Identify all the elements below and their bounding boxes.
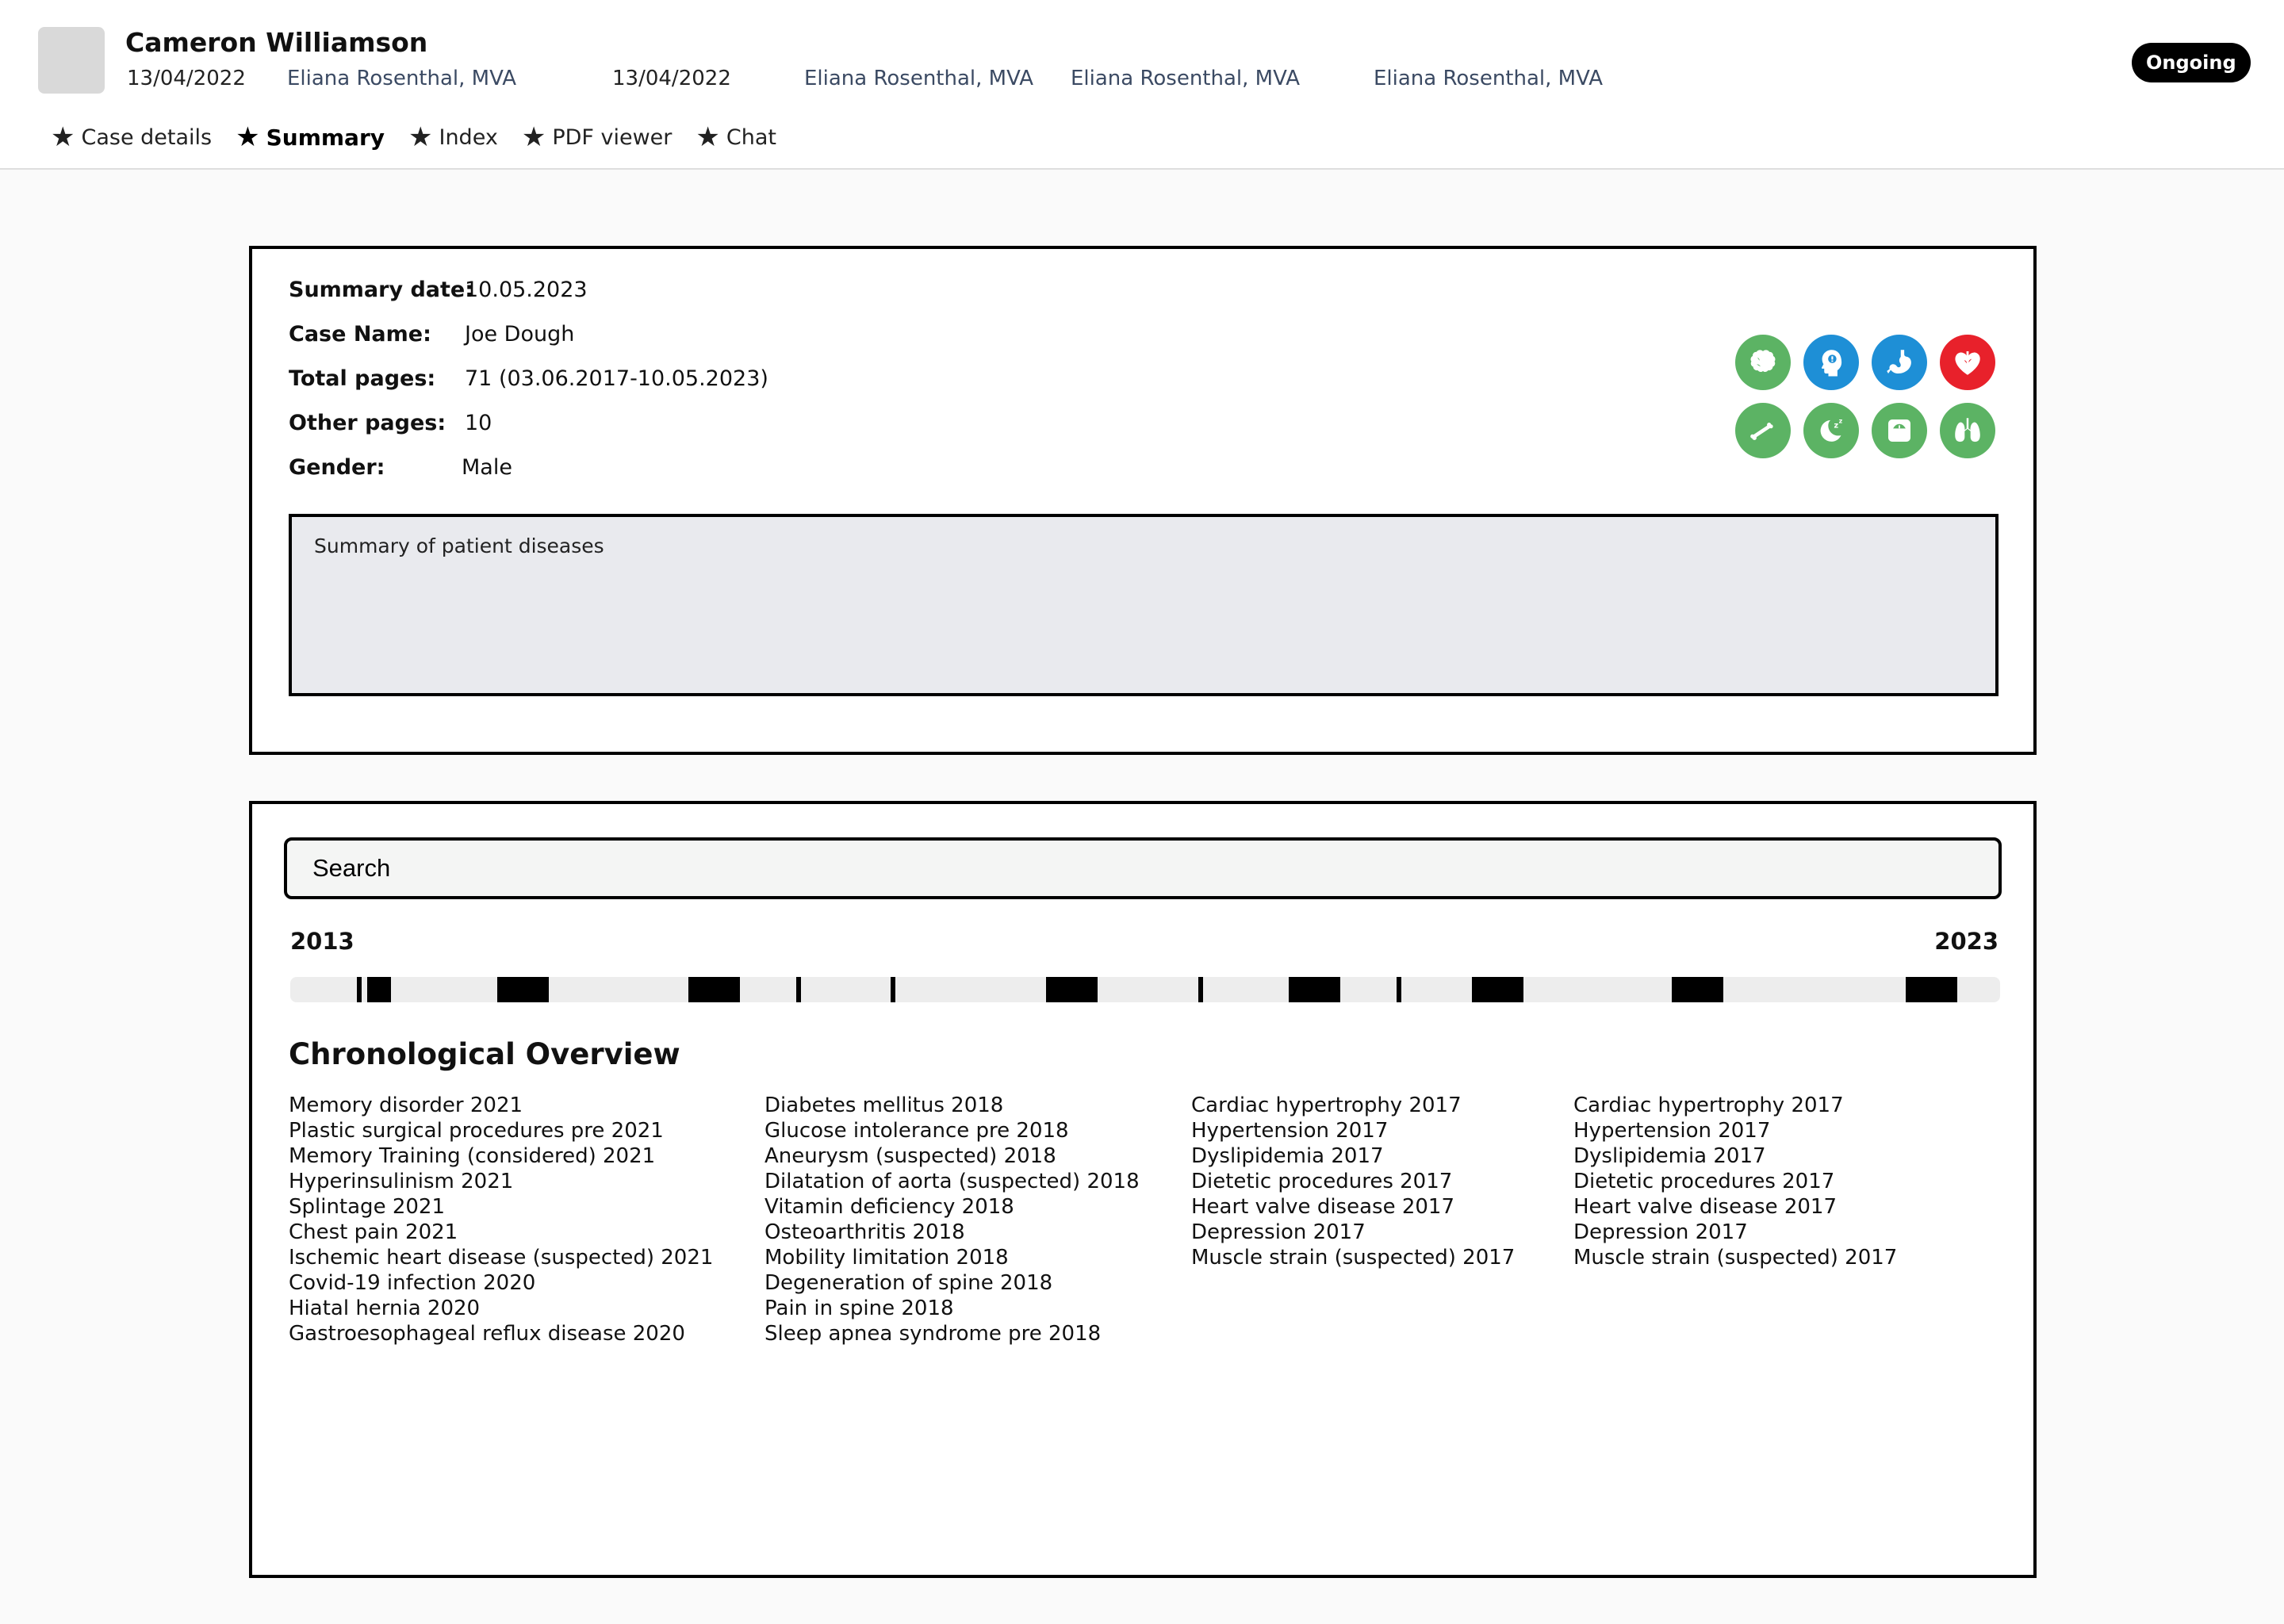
overview-item[interactable]: Sleep apnea syndrome pre 2018	[765, 1322, 1102, 1346]
timeline-event-mark[interactable]	[1906, 977, 1957, 1002]
timeline-end-year: 2023	[1934, 928, 1998, 955]
case-date: 13/04/2022	[612, 67, 731, 90]
tab-label: Index	[439, 124, 498, 150]
timeline-event-mark[interactable]	[796, 977, 801, 1002]
overview-item[interactable]: Muscle strain (suspected) 2017	[1573, 1246, 1898, 1270]
disease-category-icons	[1735, 335, 2013, 462]
heart-icon[interactable]	[1940, 335, 1995, 390]
overview-item[interactable]: Chest pain 2021	[289, 1220, 458, 1244]
overview-item[interactable]: Dietetic procedures 2017	[1191, 1170, 1453, 1193]
scale-icon[interactable]	[1872, 403, 1927, 458]
overview-item[interactable]: Aneurysm (suspected) 2018	[765, 1144, 1056, 1168]
overview-item[interactable]: Cardiac hypertrophy 2017	[1573, 1094, 1844, 1117]
overview-item[interactable]: Ischemic heart disease (suspected) 2021	[289, 1246, 714, 1270]
overview-item[interactable]: Hyperinsulinism 2021	[289, 1170, 514, 1193]
timeline-event-mark[interactable]	[891, 977, 895, 1002]
star-icon: ★	[696, 121, 720, 153]
tab-label: PDF viewer	[552, 124, 673, 150]
tab-label: Chat	[726, 124, 776, 150]
overview-item[interactable]: Hypertension 2017	[1573, 1119, 1771, 1143]
head-mind-icon[interactable]	[1803, 335, 1859, 390]
field-label: Total pages:	[289, 366, 436, 391]
overview-item[interactable]: Vitamin deficiency 2018	[765, 1195, 1014, 1219]
timeline-bar[interactable]	[290, 977, 2000, 1002]
star-icon: ★	[51, 121, 75, 153]
overview-item[interactable]: Plastic surgical procedures pre 2021	[289, 1119, 664, 1143]
tab-label: Summary	[266, 124, 385, 151]
overview-item[interactable]: Depression 2017	[1191, 1220, 1366, 1244]
field-label: Other pages:	[289, 411, 446, 435]
case-doctor: Eliana Rosenthal, MVA	[1374, 67, 1604, 90]
timeline-event-mark[interactable]	[1397, 977, 1401, 1002]
timeline-event-mark[interactable]	[1198, 977, 1203, 1002]
other-pages-value: 10	[465, 411, 492, 435]
case-doctor: Eliana Rosenthal, MVA	[1071, 67, 1301, 90]
patient-diseases-summary	[289, 514, 1998, 696]
overview-column	[1191, 1093, 1515, 1270]
case-name-value: Joe Dough	[465, 322, 575, 347]
gender-value: Male	[462, 455, 512, 480]
timeline-event-mark[interactable]	[357, 977, 362, 1002]
timeline-event-mark[interactable]	[1289, 977, 1340, 1002]
field-label: Summary date:	[289, 278, 474, 302]
summary-panel	[249, 246, 2037, 755]
case-date: 13/04/2022	[127, 67, 246, 90]
overview-column	[289, 1093, 713, 1346]
svg-text:z: z	[1838, 417, 1843, 425]
sleep-icon[interactable]	[1803, 403, 1859, 458]
overview-item[interactable]: Cardiac hypertrophy 2017	[1191, 1094, 1462, 1117]
overview-item[interactable]: Diabetes mellitus 2018	[765, 1094, 1004, 1117]
timeline-event-mark[interactable]	[1046, 977, 1098, 1002]
overview-item[interactable]: Dyslipidemia 2017	[1191, 1144, 1384, 1168]
brain-icon[interactable]	[1735, 335, 1791, 390]
tab-index[interactable]	[408, 121, 498, 153]
tab-summary[interactable]	[236, 121, 385, 153]
tab-case-details[interactable]	[51, 121, 213, 153]
overview-item[interactable]: Degeneration of spine 2018	[765, 1271, 1053, 1295]
tab-chat[interactable]	[696, 121, 776, 153]
field-label: Case Name:	[289, 322, 431, 347]
tab-bar	[51, 121, 800, 153]
overview-item[interactable]: Dilatation of aorta (suspected) 2018	[765, 1170, 1140, 1193]
overview-item[interactable]: Heart valve disease 2017	[1191, 1195, 1454, 1219]
overview-item[interactable]: Glucose intolerance pre 2018	[765, 1119, 1069, 1143]
overview-item[interactable]: Memory disorder 2021	[289, 1094, 523, 1117]
stomach-icon[interactable]	[1872, 335, 1927, 390]
timeline-event-mark[interactable]	[1472, 977, 1523, 1002]
overview-item[interactable]: Heart valve disease 2017	[1573, 1195, 1837, 1219]
case-header	[0, 0, 2284, 170]
star-icon: ★	[521, 121, 546, 153]
summary-date-value: 10.05.2023	[465, 278, 588, 302]
avatar[interactable]	[38, 27, 105, 94]
overview-item[interactable]: Dietetic procedures 2017	[1573, 1170, 1835, 1193]
case-doctor: Eliana Rosenthal, MVA	[287, 67, 517, 90]
lungs-icon[interactable]	[1940, 403, 1995, 458]
overview-item[interactable]: Gastroesophageal reflux disease 2020	[289, 1322, 685, 1346]
timeline-event-mark[interactable]	[1672, 977, 1723, 1002]
overview-title: Chronological Overview	[289, 1037, 680, 1071]
overview-item[interactable]: Covid-19 infection 2020	[289, 1271, 536, 1295]
overview-item[interactable]: Pain in spine 2018	[765, 1297, 954, 1320]
search-field	[284, 837, 2002, 899]
overview-item[interactable]: Dyslipidemia 2017	[1573, 1144, 1766, 1168]
timeline-event-mark[interactable]	[367, 977, 391, 1002]
timeline-start-year: 2013	[290, 928, 354, 955]
chronological-overview-panel	[249, 801, 2037, 1578]
status-badge: Ongoing	[2132, 43, 2251, 82]
case-doctor: Eliana Rosenthal, MVA	[804, 67, 1034, 90]
overview-item[interactable]: Depression 2017	[1573, 1220, 1748, 1244]
star-icon: ★	[236, 121, 260, 153]
tab-pdf-viewer[interactable]	[521, 121, 673, 153]
overview-item[interactable]: Splintage 2021	[289, 1195, 445, 1219]
search-input[interactable]	[287, 841, 1998, 896]
overview-item[interactable]: Memory Training (considered) 2021	[289, 1144, 656, 1168]
timeline-event-mark[interactable]	[688, 977, 740, 1002]
star-icon: ★	[408, 121, 433, 153]
overview-item[interactable]: Hypertension 2017	[1191, 1119, 1389, 1143]
timeline-event-mark[interactable]	[497, 977, 549, 1002]
overview-item[interactable]: Mobility limitation 2018	[765, 1246, 1009, 1270]
overview-item[interactable]: Muscle strain (suspected) 2017	[1191, 1246, 1516, 1270]
overview-item[interactable]: Osteoarthritis 2018	[765, 1220, 965, 1244]
overview-column	[765, 1093, 1140, 1346]
svg-text:z: z	[1834, 421, 1839, 431]
tab-label: Case details	[81, 124, 213, 150]
summary-text: Summary of patient diseases	[314, 534, 604, 557]
total-pages-value: 71 (03.06.2017-10.05.2023)	[465, 366, 768, 391]
patient-name: Cameron Williamson	[125, 27, 428, 58]
overview-item[interactable]: Hiatal hernia 2020	[289, 1297, 481, 1320]
field-label: Gender:	[289, 455, 385, 480]
bone-icon[interactable]	[1735, 403, 1791, 458]
overview-column	[1573, 1093, 1897, 1270]
